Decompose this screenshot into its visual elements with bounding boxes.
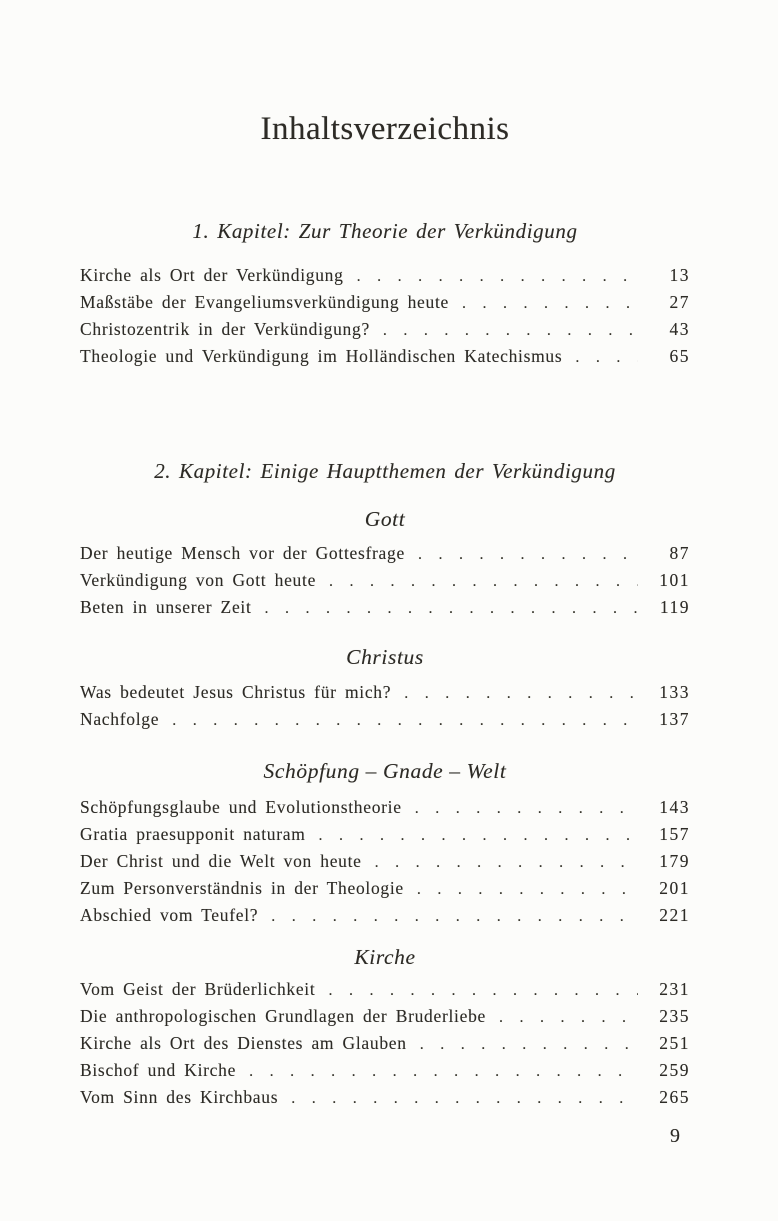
toc-entry-page: 251 <box>659 1033 690 1053</box>
toc-entry-page: 201 <box>659 878 690 898</box>
page-folio-number: 9 <box>670 1125 680 1147</box>
toc-entry-page: 143 <box>659 797 690 817</box>
toc-entry <box>80 1003 690 1030</box>
chapter-1-entry-list <box>80 262 690 370</box>
toc-entry-page: 13 <box>669 265 690 285</box>
dot-leader <box>575 344 638 371</box>
toc-entry <box>80 567 690 594</box>
toc-entry-page: 235 <box>659 1006 690 1026</box>
toc-entry <box>80 262 690 289</box>
toc-entry-page: 65 <box>669 346 690 366</box>
toc-entry <box>80 679 690 706</box>
toc-entry-title: Kirche als Ort des Dienstes am Glauben <box>80 1033 407 1053</box>
toc-entry-title: Kirche als Ort der Verkündigung <box>80 265 344 285</box>
toc-entry-title: Der heutige Mensch vor der Gottesfrage <box>80 543 405 563</box>
dot-leader <box>172 707 638 734</box>
toc-entry <box>80 1084 690 1111</box>
toc-entry-page: 133 <box>659 682 690 702</box>
toc-entry <box>80 706 690 733</box>
toc-entry <box>80 1057 690 1084</box>
toc-entry <box>80 902 690 929</box>
dot-leader <box>383 317 638 344</box>
subsection-heading-christus: Christus <box>346 645 424 669</box>
toc-entry <box>80 875 690 902</box>
toc-entry-title: Beten in unserer Zeit <box>80 597 252 617</box>
dot-leader <box>319 822 638 849</box>
toc-entry-page: 179 <box>659 851 690 871</box>
chapter-2-heading: 2. Kapitel: Einige Hauptthemen der Verkündigung <box>154 459 616 483</box>
toc-entry-title: Was bedeutet Jesus Christus für mich? <box>80 682 392 702</box>
toc-entry-title: Schöpfungsglaube und Evolutionstheorie <box>80 797 402 817</box>
toc-entry-title: Theologie und Verkündigung im Holländischen Katechismus <box>80 346 563 366</box>
toc-entry-title: Abschied vom Teufel? <box>80 905 259 925</box>
toc-entry <box>80 794 690 821</box>
subsection-heading-kirche: Kirche <box>354 945 416 969</box>
toc-entry-title: Verkündigung von Gott heute <box>80 570 317 590</box>
subsection-christus-entry-list <box>80 679 690 733</box>
toc-entry <box>80 343 690 370</box>
content-column <box>80 0 690 1149</box>
dot-leader <box>415 795 638 822</box>
toc-entry <box>80 594 690 621</box>
toc-entry-page: 259 <box>659 1060 690 1080</box>
dot-leader <box>265 595 638 622</box>
toc-entry-page: 87 <box>669 543 690 563</box>
toc-entry <box>80 316 690 343</box>
toc-entry-title: Die anthropologischen Grundlagen der Bruderliebe <box>80 1006 487 1026</box>
subsection-heading-schoepfung-gnade-welt: Schöpfung – Gnade – Welt <box>263 759 507 783</box>
dot-leader <box>420 1031 638 1058</box>
dot-leader <box>328 977 638 1004</box>
toc-entry-title: Zum Personverständnis in der Theologie <box>80 878 404 898</box>
dot-leader <box>249 1058 638 1085</box>
toc-entry-page: 119 <box>659 597 690 617</box>
dot-leader <box>417 876 638 903</box>
dot-leader <box>418 541 638 568</box>
subsection-schoepfung-entry-list <box>80 794 690 929</box>
subsection-kirche-entry-list <box>80 976 690 1111</box>
subsection-heading-gott: Gott <box>364 507 406 531</box>
toc-entry-title: Der Christ und die Welt von heute <box>80 851 362 871</box>
dot-leader <box>404 680 638 707</box>
toc-entry-title: Maßstäbe der Evangeliumsverkündigung heute <box>80 292 449 312</box>
toc-entry-title: Vom Geist der Brüderlichkeit <box>80 979 316 999</box>
toc-entry <box>80 1030 690 1057</box>
dot-leader <box>375 849 638 876</box>
toc-entry-page: 265 <box>659 1087 690 1107</box>
toc-entry-title: Bischof und Kirche <box>80 1060 237 1080</box>
dot-leader <box>291 1085 638 1112</box>
toc-entry <box>80 976 690 1003</box>
dot-leader <box>462 290 638 317</box>
toc-entry-title: Christozentrik in der Verkündigung? <box>80 319 370 339</box>
toc-entry-title: Gratia praesupponit naturam <box>80 824 306 844</box>
dot-leader <box>357 263 638 290</box>
toc-entry <box>80 848 690 875</box>
chapter-1-heading: 1. Kapitel: Zur Theorie der Verkündigung <box>192 219 578 243</box>
toc-entry-title: Nachfolge <box>80 709 160 729</box>
dot-leader <box>271 903 638 930</box>
toc-entry-page: 27 <box>669 292 690 312</box>
dot-leader <box>329 568 638 595</box>
toc-entry-page: 43 <box>669 319 690 339</box>
toc-entry-page: 157 <box>659 824 690 844</box>
toc-entry-page: 221 <box>659 905 690 925</box>
toc-entry-page: 231 <box>659 979 690 999</box>
toc-entry <box>80 821 690 848</box>
dot-leader <box>499 1004 638 1031</box>
subsection-gott-entry-list <box>80 540 690 621</box>
toc-entry-title: Vom Sinn des Kirchbaus <box>80 1087 279 1107</box>
toc-entry <box>80 540 690 567</box>
page-title: Inhaltsverzeichnis <box>260 111 510 147</box>
toc-entry-page: 137 <box>659 709 690 729</box>
toc-entry <box>80 289 690 316</box>
toc-entry-page: 101 <box>659 570 690 590</box>
